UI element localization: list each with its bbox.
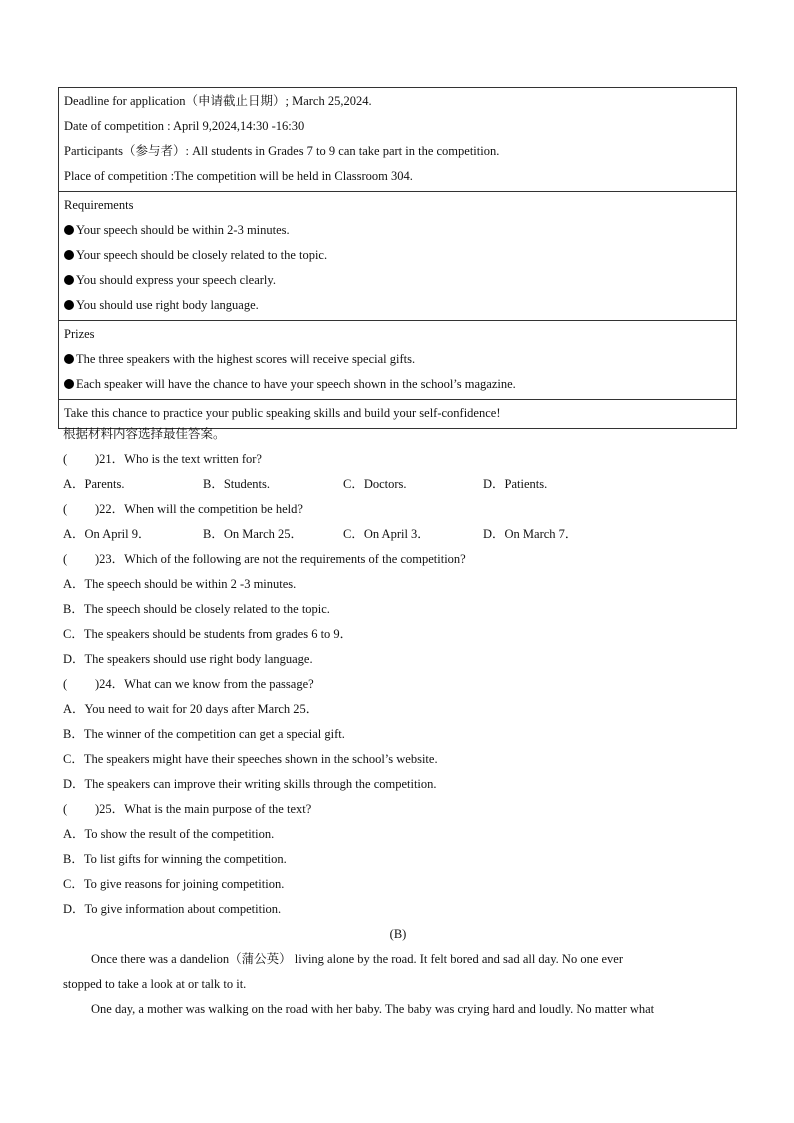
passage-paragraph-1-line-1: Once there was a dandelion（蒲公英） living alone by the road. It felt bored and sad all day. No one ever (91, 952, 624, 966)
participants-line: Participants（参与者）: All students in Grades 7 to 9 can take part in the competition. (64, 144, 500, 158)
option-d: D．The speakers can improve their writing skills through the competition. (63, 777, 437, 791)
notice-prizes-row (59, 321, 737, 400)
questions-section (63, 422, 733, 1022)
question-23-stem: ( )23．Which of the following are not the requirements of the competition? (63, 552, 466, 566)
place-line: Place of competition :The competition will be held in Classroom 304. (64, 169, 413, 183)
option-c: C．On April 3． (343, 527, 430, 541)
option-a: A．You need to wait for 20 days after March 25． (63, 702, 319, 716)
section-b-label: (B) (389, 927, 407, 941)
question-22-options (63, 522, 733, 547)
notice-requirements-row (59, 192, 737, 321)
option-b: B．To list gifts for winning the competition. (63, 852, 287, 866)
question-21-stem: ( )21．Who is the text written for? (63, 452, 262, 466)
option-a: A．To show the result of the competition. (63, 827, 275, 841)
option-d: D．The speakers should use right body language. (63, 652, 313, 666)
requirement-item: Your speech should be closely related to the topic. (64, 243, 731, 268)
question-25-stem: ( )25．What is the main purpose of the text? (63, 802, 312, 816)
requirements-title: Requirements (64, 198, 134, 212)
bullet-dot-icon (64, 275, 74, 285)
notice-info-row (59, 88, 737, 192)
option-d: D．To give information about competition. (63, 902, 282, 916)
option-c: C．The speakers might have their speeches shown in the school’s website. (63, 752, 438, 766)
passage-paragraph-2-line-1: One day, a mother was walking on the road with her baby. The baby was crying hard and loudly. No matter what (91, 1002, 655, 1016)
option-c: C．Doctors. (343, 477, 407, 491)
instruction: 根据材料内容选择最佳答案。 (63, 427, 226, 441)
option-a: A．Parents. (63, 477, 125, 491)
question-22-stem: ( )22．When will the competition be held? (63, 502, 303, 516)
option-d: D．On March 7． (483, 527, 578, 541)
option-d: D．Patients. (483, 477, 548, 491)
option-c: C．The speakers should be students from grades 6 to 9． (63, 627, 353, 641)
question-21-options (63, 472, 733, 497)
prize-item: The three speakers with the highest scores will receive special gifts. (64, 347, 731, 372)
competition-notice-table (58, 87, 737, 429)
bullet-dot-icon (64, 354, 74, 364)
option-c: C．To give reasons for joining competition. (63, 877, 285, 891)
option-b: B．The winner of the competition can get a special gift. (63, 727, 345, 741)
option-b: B．The speech should be closely related to the topic. (63, 602, 330, 616)
option-b: B．Students. (203, 477, 271, 491)
requirement-item: You should express your speech clearly. (64, 268, 731, 293)
requirement-item: Your speech should be within 2-3 minutes. (64, 218, 731, 243)
passage-paragraph-1-line-2: stopped to take a look at or talk to it. (63, 977, 247, 991)
prize-item: Each speaker will have the chance to have your speech shown in the school’s magazine. (64, 372, 731, 397)
option-a: A．The speech should be within 2 -3 minutes. (63, 577, 297, 591)
question-24-stem: ( )24．What can we know from the passage? (63, 677, 314, 691)
option-b: B．On March 25． (203, 527, 303, 541)
bullet-dot-icon (64, 225, 74, 235)
requirement-item: You should use right body language. (64, 293, 731, 318)
bullet-dot-icon (64, 300, 74, 310)
bullet-dot-icon (64, 250, 74, 260)
option-a: A．On April 9． (63, 527, 151, 541)
prizes-title: Prizes (64, 327, 95, 341)
deadline-line: Deadline for application（申请截止日期）; March 25,2024. (64, 94, 372, 108)
closing-line: Take this chance to practice your public speaking skills and build your self-confidence! (64, 406, 501, 420)
date-line: Date of competition : April 9,2024,14:30 -16:30 (64, 119, 305, 133)
bullet-dot-icon (64, 379, 74, 389)
